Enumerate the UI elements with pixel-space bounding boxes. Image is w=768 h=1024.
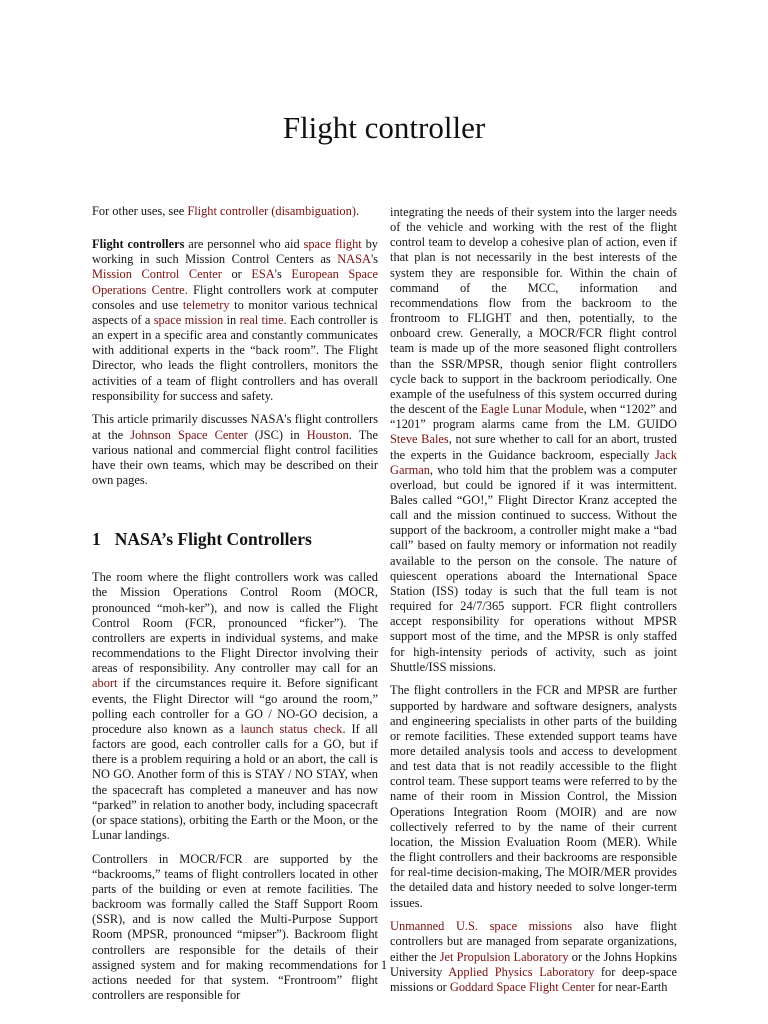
section-number: 1 xyxy=(92,529,101,550)
section-paragraph-4: Unmanned U.S. space missions also have flight controllers but are managed from separate organizations, either the Jet Propulsion Laboratory or the Johns Hopkins University Applied Physics Laboratory for deep-space missions or Goddard Space Flight Center for near-Earth xyxy=(390,919,677,994)
link-esoc[interactable]: European Space Operations Centre xyxy=(92,267,378,297)
page-title: Flight controller xyxy=(282,110,486,145)
link-eagle-lunar-module[interactable]: Eagle Lunar Module xyxy=(480,402,584,417)
link-telemetry[interactable]: telemetry xyxy=(182,297,230,312)
intro-paragraph-1: Flight controllers are personnel who aid space flight by working in such Mission Control Centers as NASA's Mission Control Center or ESA's European Space Operations Centre. Flight controllers work at computer consoles and use telemetry to monitor various technical aspects of a space mission in real time. Each controller is an expert in a specific area and constantly communicates with additional experts in the “back room”. The Flight Director, who leads the flight controllers, monitors the activities of a team of flight controllers and has overall responsibility for success and safety. xyxy=(92,237,379,403)
paragraph-text: , when “1202” and “1201” program alarms came from the LM. GUIDO xyxy=(390,402,677,432)
link-nasa[interactable]: NASA xyxy=(337,252,371,267)
link-jack-garman[interactable]: Jack Garman xyxy=(390,447,677,477)
link-launch-status-check[interactable]: launch status check xyxy=(240,721,343,736)
section-title: NASA’s Flight Controllers xyxy=(114,529,312,550)
paragraph-text: , who told him that the problem was a computer overload, but could be ignored if it was intermittent. Bales called “GO!,” Flight Director Kranz accepted the call and the mission continued to success. Without the support of the backroom, a controller might make a “bad call” based on faulty memory or information not readily available to the person on the console. The nature of quiescent operations aboard the International Space Station (ISS) today is such that the full team is not required for 24/7/365 support. FCR flight controllers accept responsibility for operations without MPSR support most of the time, and the MPSR is only staffed for high-intensity periods of activity, such as joint Shuttle/ISS missions. xyxy=(390,462,677,674)
page-number: 1 xyxy=(380,958,388,972)
link-space-mission[interactable]: space mission xyxy=(153,312,224,327)
section-paragraph-2-cont xyxy=(390,205,677,675)
link-houston[interactable]: Houston xyxy=(306,427,349,442)
section-paragraph-1: The room where the flight controllers work was called the Mission Operations Control Room (MOCR, pronounced “moh-ker”), and now is called the Flight Control Room (FCR, pronounced “ficker”). The controllers are experts in individual systems, and make recommendations to the Flight Director involving their areas of responsibility. Any controller may call for an abort if the circumstances require it. Before significant events, the Flight Director will “go around the room,” polling each controller for a GO / NO-GO decision, a procedure also known as a launch status check. If all factors are good, each controller calls for a GO, but if there is a problem requiring a hold or an abort, the call is NO GO. Another form of this is STAY / NO STAY, when the spacecraft has completed a maneuver and has now “parked” in relation to another body, including spacecraft (or space stations), orbiting the Earth or the Moon, or the Lunar landings. xyxy=(92,570,378,842)
link-unmanned-missions[interactable]: Unmanned U.S. space missions xyxy=(390,919,573,934)
section-paragraph-3: The flight controllers in the FCR and MPSR are further supported by hardware and software designers, analysts and engineering specialists in other parts of the building or remote facilities. These extended support teams have more detailed analysis tools and access to development and test data that is not readily accessible to the flight control team. These support teams were referred to by the name of their room in Mission Control, the Mission Operations Integration Room (MOIR) and are now collectively referred to by the name of their current location, the Mission Evaluation Room (MER). While the flight controllers and their backrooms are responsible for real-time decision-making, The MOIR/MER provides the detailed data and history needed to solve longer-term issues. xyxy=(390,683,677,910)
left-column xyxy=(92,204,378,1012)
link-mission-control-center[interactable]: Mission Control Center xyxy=(92,267,222,282)
disambiguation-link[interactable]: Flight controller (disambiguation) xyxy=(187,204,356,218)
section-heading xyxy=(92,529,378,550)
link-real-time[interactable]: real time xyxy=(239,312,284,327)
link-johnson-space-center[interactable]: Johnson Space Center xyxy=(130,427,248,442)
link-steve-bales[interactable]: Steve Bales xyxy=(390,432,449,447)
section-paragraph-2-start xyxy=(92,852,378,1004)
hatnote: For other uses, see Flight controller (disambiguation). xyxy=(92,204,360,218)
paragraph-text: integrating the needs of their system into the larger needs of the vehicle and working with the rest of the flight control team to develop a cohesive plan of action, even if that plan is not necessarily in the best interests of the system they are responsible for. Within the chain of command of the MCC, information and recommendations flow from the backroom to the frontroom to FLIGHT and then, potentially, to the onboard crew. Generally, a MOCR/FCR flight control team is made up of the more seasoned flight controllers than the SSR/MPSR, though senior flight controllers cycle back to support in the backroom periodically. One example of the usefulness of this system occurred during the descent of the xyxy=(390,205,677,417)
link-apl[interactable]: Applied Physics Laboratory xyxy=(448,964,595,979)
link-jpl[interactable]: Jet Propulsion Laboratory xyxy=(439,949,569,964)
intro-paragraph-2: This article primarily discusses NASA's flight controllers at the Johnson Space Center (JSC) in Houston. The various national and commercial flight control facilities have their own teams, which may be described on their own pages. xyxy=(92,412,378,487)
paragraph-text: Controllers in MOCR/FCR are supported by the “backrooms,” teams of flight controllers located in other parts of the building or even at remote facilities. The backroom was formally called the Staff Support Room (SSR), and is now called the Multi-Purpose Support Room (MPSR, pronounced “mipser”). Backroom flight controllers are responsible for the details of their assigned system and for making recommendations for actions needed for that system. “Frontroom” flight controllers are responsible for xyxy=(92,851,378,1003)
lead-term: Flight controllers xyxy=(92,237,185,252)
link-esa[interactable]: ESA xyxy=(251,267,275,282)
link-space-flight[interactable]: space flight xyxy=(303,237,362,252)
link-goddard[interactable]: Goddard Space Flight Center xyxy=(449,979,595,994)
paragraph-text: , not sure whether to call for an abort, trusted the experts in the Guidance backroom, especially xyxy=(390,432,678,462)
right-column xyxy=(390,205,677,1003)
link-abort[interactable]: abort xyxy=(92,676,118,691)
